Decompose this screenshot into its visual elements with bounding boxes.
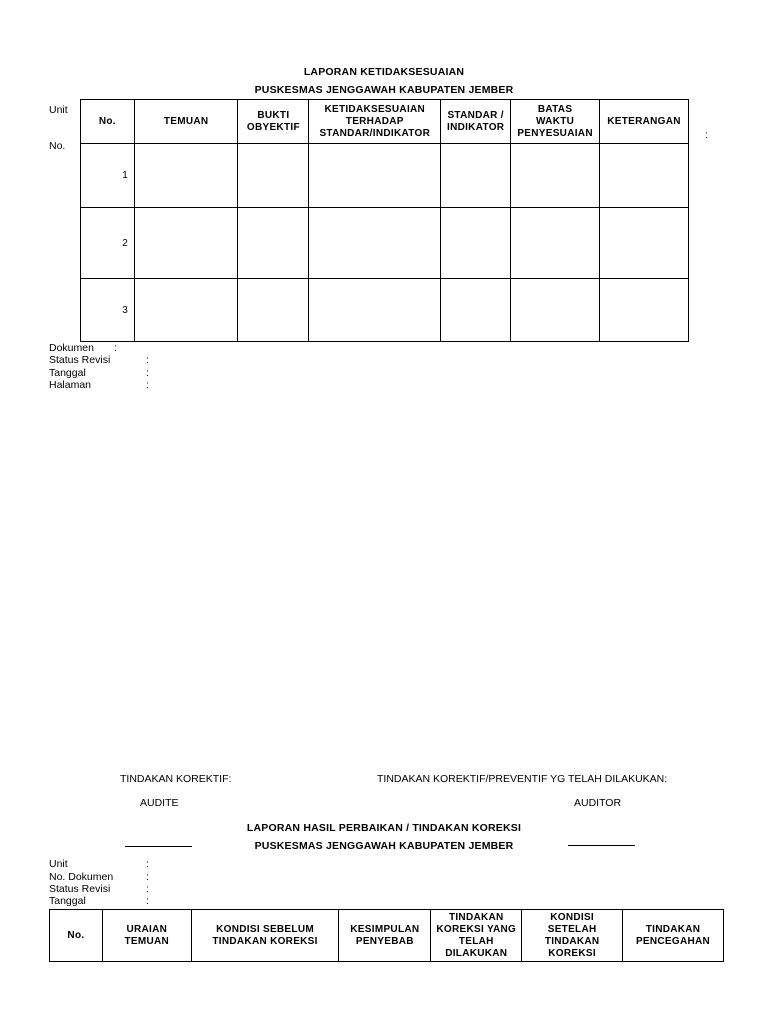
row-number: 3 xyxy=(81,279,135,342)
meta-halaman-label: Halaman xyxy=(49,379,92,391)
table-cell xyxy=(238,279,309,342)
table-cell xyxy=(600,208,689,279)
table-cell xyxy=(309,208,441,279)
col-header-batas-waktu: BATAS WAKTU PENYESUAIAN xyxy=(511,100,600,144)
meta-colon: : xyxy=(146,354,149,366)
table-cell xyxy=(309,279,441,342)
report2-subtitle: PUSKESMAS JENGGAWAH KABUPATEN JEMBER xyxy=(254,840,514,852)
col-header-no: No. xyxy=(50,910,103,962)
col-header-temuan: TEMUAN xyxy=(134,100,238,144)
meta-status-revisi-label: Status Revisi xyxy=(49,354,111,366)
col-header-uraian-temuan: URAIAN TEMUAN xyxy=(102,910,191,962)
meta-dokumen-label: Dokumen xyxy=(49,342,94,354)
tindakan-preventif-label: TINDAKAN KOREKTIF/PREVENTIF YG TELAH DILAKUKAN: xyxy=(377,773,668,785)
report2-title: LAPORAN HASIL PERBAIKAN / TINDAKAN KOREKSI xyxy=(246,822,522,834)
table-cell xyxy=(511,279,600,342)
col-header-tindakan-pencegahan: TINDAKAN PENCEGAHAN xyxy=(623,910,724,962)
table-row xyxy=(81,144,689,208)
meta-no-dokumen-label: No. Dokumen xyxy=(49,871,114,883)
report1-title: LAPORAN KETIDAKSESUAIAN xyxy=(303,66,465,78)
meta-dokumen-colon: : xyxy=(114,342,117,354)
col-header-kondisi-sebelum: KONDISI SEBELUM TINDAKAN KOREKSI xyxy=(191,910,339,962)
table-cell xyxy=(441,144,511,208)
correction-table xyxy=(49,909,724,962)
col-header-keterangan: KETERANGAN xyxy=(600,100,689,144)
unit-colon: : xyxy=(705,129,708,141)
audite-label: AUDITE xyxy=(140,797,179,809)
table-cell xyxy=(134,208,238,279)
table-cell xyxy=(511,208,600,279)
meta-colon: : xyxy=(146,883,149,895)
table-cell xyxy=(238,208,309,279)
table-cell xyxy=(441,279,511,342)
meta-colon: : xyxy=(146,895,149,907)
auditor-label: AUDITOR xyxy=(574,797,622,809)
table-row xyxy=(81,279,689,342)
row-number: 1 xyxy=(81,144,135,208)
table-header-row xyxy=(81,100,689,144)
col-header-standar: STANDAR / INDIKATOR xyxy=(441,100,511,144)
report1-subtitle: PUSKESMAS JENGGAWAH KABUPATEN JEMBER xyxy=(254,84,514,96)
table-cell xyxy=(309,144,441,208)
meta-colon: : xyxy=(146,871,149,883)
col-header-ketidaksesuaian: KETIDAKSESUAIAN TERHADAP STANDAR/INDIKATOR xyxy=(309,100,441,144)
table-cell xyxy=(238,144,309,208)
col-header-kesimpulan-penyebab: KESIMPULAN PENYEBAB xyxy=(339,910,431,962)
table-cell xyxy=(441,208,511,279)
row-number: 2 xyxy=(81,208,135,279)
no-label: No. xyxy=(49,140,66,152)
nonconformity-table xyxy=(80,99,689,342)
unit-label: Unit xyxy=(49,104,68,116)
col-header-kondisi-setelah: KONDISI SETELAH TINDAKAN KOREKSI xyxy=(522,910,623,962)
table-cell xyxy=(600,144,689,208)
meta-colon: : xyxy=(146,379,149,391)
table-row xyxy=(81,208,689,279)
table-cell xyxy=(600,279,689,342)
meta-colon: : xyxy=(146,858,149,870)
meta-tanggal-label: Tanggal xyxy=(49,895,86,907)
meta-colon: : xyxy=(146,367,149,379)
col-header-bukti: BUKTI OBYEKTIF xyxy=(238,100,309,144)
meta-tanggal-label: Tanggal xyxy=(49,367,86,379)
table-cell xyxy=(134,279,238,342)
tindakan-korektif-label: TINDAKAN KOREKTIF: xyxy=(120,773,232,785)
meta-status-revisi-label: Status Revisi xyxy=(49,883,111,895)
table-cell xyxy=(134,144,238,208)
meta-unit-label: Unit xyxy=(49,858,68,870)
col-header-tindakan-koreksi: TINDAKAN KOREKSI YANG TELAH DILAKUKAN xyxy=(431,910,522,962)
col-header-no: No. xyxy=(81,100,135,144)
table-cell xyxy=(511,144,600,208)
table-header-row xyxy=(50,910,724,962)
